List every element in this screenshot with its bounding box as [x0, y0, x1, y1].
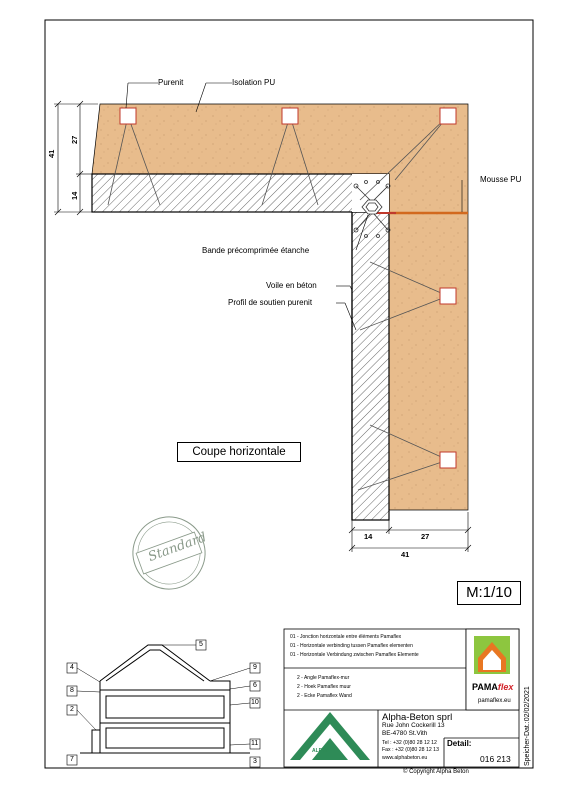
company-tel: Tel : +32 (0)80 28 12 12 [382, 740, 437, 746]
pamaflex-logo-icon [474, 636, 510, 674]
marker-2: 2 [70, 706, 74, 713]
alpha-beton-logo-icon [290, 712, 370, 760]
detail-number: 016 213 [480, 754, 511, 764]
label-voile: Voile en béton [266, 281, 317, 290]
alpha-logo-text: ALPHA [312, 748, 330, 754]
company-city: BE-4780 St.Vith [382, 730, 428, 737]
side-note: Speicher-Dat.:02/02/2021 [524, 686, 531, 766]
drawing-scale: M:1/10 [457, 581, 521, 605]
dim-left-bottom: 14 [70, 191, 79, 200]
marker-8: 8 [70, 687, 74, 694]
brand-pamaflex: PAMAflex [472, 682, 514, 692]
detail-label: Detail: [447, 739, 472, 748]
label-bande: Bande précomprimée étanche [202, 246, 310, 255]
marker-5: 5 [199, 641, 203, 648]
legend-row: 01 - Horizontale Verbindung zwischen Pamaflex Elemente [290, 652, 419, 658]
marker-4: 4 [70, 664, 74, 671]
marker-10: 10 [251, 699, 259, 706]
building-sketch [80, 645, 250, 753]
marker-6: 6 [253, 682, 257, 689]
legend-row: 01 - Horizontale verbinding tussen Pamaflex elementen [290, 643, 413, 649]
standard-stamp-text: Standard [146, 530, 209, 565]
marker-9: 9 [253, 664, 257, 671]
company-name: Alpha-Beton sprl [382, 712, 453, 723]
company-street: Rue John Cockerill 13 [382, 722, 445, 729]
concrete-wall-horizontal [92, 174, 389, 212]
label-mousse-pu: Mousse PU [480, 175, 522, 184]
label-profil: Profil de soutien purenit [228, 298, 313, 307]
company-fax: Fax : +32 (0)80 28 12 13 [382, 747, 439, 753]
legend-row: 2 - Hoek Pamaflex muur [297, 684, 351, 690]
legend-row: 2 - Ecke Pamaflex Wand [297, 693, 352, 699]
label-purenit: Purenit [158, 78, 184, 87]
dim-left-top: 27 [70, 135, 79, 144]
drawing-title: Coupe horizontale [177, 442, 301, 462]
label-isolation-pu: Isolation PU [232, 78, 276, 87]
brand-site: pamaflex.eu [478, 698, 511, 704]
dim-bottom-total: 41 [401, 550, 410, 559]
marker-11: 11 [251, 740, 259, 747]
dim-bottom-right: 27 [421, 532, 430, 541]
legend-row: 01 - Jonction horizontale entre éléments Pamaflex [290, 634, 402, 640]
marker-7: 7 [70, 756, 74, 763]
dim-left-total: 41 [47, 149, 56, 158]
copyright: © Copyright Alpha Beton [403, 769, 469, 775]
dim-bottom-left: 14 [364, 532, 373, 541]
company-web: www.alphabeton.eu [382, 755, 428, 761]
marker-3: 3 [253, 758, 257, 765]
concrete-wall-vertical [352, 212, 389, 520]
legend-row: 2 - Angle Pamaflex-mur [297, 675, 350, 681]
